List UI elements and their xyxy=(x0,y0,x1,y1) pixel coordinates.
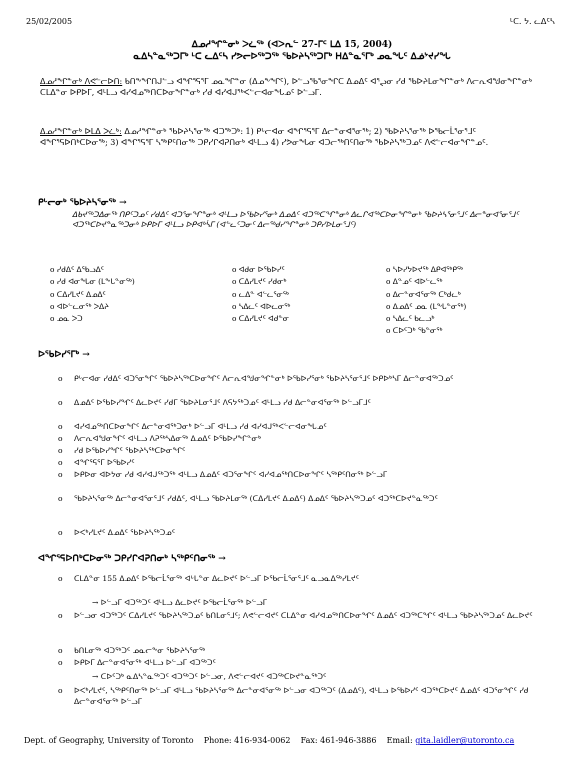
bullet-item: o ᖃᐅᔨᓴᕐᓂᖅ ᐃᓕᓐᓂᐊᕐᓂᕐᒧᑦ ᓯᑯᐃᑦ, ᐊᒻᒪᓗ ᖃᐅᔨᒪᓂᖅ (ᑕᐃᓯᒪᔪᑦ ᐃᓄᐃᑦ) ᐃᓄᐃᑦ ᖃᐅᔨᓴᖅᑐᓄᑦ ᐊᑐᖅᑕᐅᔪᓐᓇᖅᑐᑦ xyxy=(58,494,438,503)
bullet-item: o ᐅᐸᒃᓯᒪᔪᑦ ᐃᓄᐃᑦ ᖃᐅᔨᓴᖅᑐᓄᑦ xyxy=(58,528,176,537)
bullet-item: o ᑕᒪᐃᓐᓂ 155 ᐃᓄᐃᑦ ᐅᖃᓕᒫᕐᓂᖅ ᐊᒡᒐᓐᓂ ᐃᓚᐅᔪᑦ ᐅᓪᓗᒥ ᐅᖃᓕᒫᕐᓂᕐᒧᑦ ᓇᓗᓇᐃᖅᓯᒪᔪᑦ xyxy=(58,574,359,583)
section-heading-2: ᐅᖃᐅᓯᕐᒥᒃ → xyxy=(38,350,90,360)
bullet-item: o ᑲᑎᒪᓂᖅ ᐊᑐᖅᑐᑦ ᓄᓇᓕᖕᓂ ᖃᐅᔨᓴᕐᓂᖅ xyxy=(58,646,206,655)
footer-dept: Dept. of Geography, University of Toronto xyxy=(24,736,194,745)
term-column-2 xyxy=(232,264,290,325)
footer xyxy=(24,736,514,745)
email-link[interactable]: gita.laidler@utoronto.ca xyxy=(415,736,515,745)
paragraph-components-label: ᐃᓄᓱᖏᓐᓂᒃ ᐅᒪᐃ ᐳᓛᒃ: xyxy=(40,127,122,136)
bullet-item: o ᑭᒡᓕᐊᓂ ᓯᑯᐃᑦ ᐊᑐᕐᓂᖏᑦ ᖃᐅᔨᓴᖅᑕᐅᓂᖏᑦ ᐱᓕᕆᐊᖑᓂᖏᓐᓂᒃ ᐅᖃᐅᓯᕐᓂᒃ ᖃᐅᔨᓴᕐᓂᕐᒧᑦ ᐅᑭᐅᒃᓴᒥ ᐃᓕᓐᓂᐊᖅᑐᓄᑦ xyxy=(58,374,454,383)
bullet-item: o ᐅᑭᐅᓂ ᐊᐅᔭᓂ ᓯᑯ ᐊᓯᐊᒍᖅᑐᖅ ᐊᒻᒪᓗ ᐃᓄᐃᑦ ᐊᑐᕐᓂᖏᑦ ᐊᓯᐊᓄᖅᑎᑕᐅᓂᖏᑦ ᓴᖅᑭᑦᑎᓂᖅ ᐅᓪᓗᒥ xyxy=(58,470,388,479)
doc-title-line1: ᐃᓄᓱᖏᓐᓂᒃ ᐳᓛᖅ (ᐊᐳᕆᓪ 27-ᒥᑦ ᒪᐃ 15, 2004) xyxy=(191,40,393,50)
paragraph-goal-text: ᑲᑎᖕᖏᑎᒍᓪᓗ ᐊᖏᕐᕋᕐᒥ ᓄᓇᖏᓐᓂ (ᐃᓄᖕᖏᑦ), ᐅᓪᓗᖃᕐᓂᖏᑕ ᐃᓄᐃᑦ ᐊᕐᖢᓂ ᓯᑯ ᖃᐅᔨᒪᓂᖏᓐᓂᒃ ᐱᓕᕆᐊᖑᓂᖏᓐᓂᒃ ᑕᒪᐃᓐᓂ ᐅᑭᐅᒥ, ᐊᒻᒪᓗ ᐊᓯᐊᓄᖅᑎᑕᐅᓂᖏᓐᓂᒃ ᓯᑯ ᐊᓯᐊᒍᖅᐸᓪᓕᐊᓂᖓᓄᑦ ᐅᓪᓗᒥ. xyxy=(40,77,533,97)
footer-phone: Phone: 416-934-0062 xyxy=(203,736,291,745)
bullet-item: o ᐃᓄᐃᑦ ᐅᖃᐅᓯᖏᑦ ᐃᓚᐅᔪᑦ ᓯᑯᒥ ᖃᐅᔨᒪᓂᕐᒧᑦ ᐱᕋᔭᖅᑐᓄᑦ ᐊᒻᒪᓗ ᓯᑯ ᐃᓕᓐᓂᐊᕐᓂᖅ ᐅᓪᓗᒥᒧᑦ xyxy=(58,398,371,407)
term-item: o ᓴᐅᓯᔭᐅᔪᖅ ᐃᑭᐊᖅᑭᖅ xyxy=(386,265,464,274)
term-item: o ᓚᐃᓐ ᐊᓪᓚᕐᓂᖅ xyxy=(232,289,289,299)
bullet-item: o ᐅᑭᐅᒥ ᐃᓕᓐᓂᐊᕐᓂᖅ ᐊᒻᒪᓗ ᐅᓪᓗᒥ ᐊᑐᖅᑐᑦ xyxy=(58,658,216,667)
bullet-item: o ᓯᑯ ᐅᖃᐅᓯᖏᑦ ᖃᐅᔨᓴᖅᑕᐅᓂᖏᑦ xyxy=(58,446,186,455)
footer-email-label: Email: xyxy=(386,736,413,745)
sub-arrow-item: → ᐅᓪᓗᒥ ᐊᑐᖅᑐᑦ ᐊᒻᒪᓗ ᐃᓚᐅᔪᑦ ᐅᖃᓕᒫᕐᓂᖅ ᐅᓪᓗᒥ xyxy=(92,598,267,607)
bullet-item: o ᐱᓕᕆᐊᖑᓂᖏᑦ ᐊᒻᒪᓗ ᐱᕈᖅᓴᐃᓂᖅ ᐃᓄᐃᑦ ᐅᖃᐅᓯᖏᓐᓂᒃ xyxy=(58,434,262,443)
footer-fax: Fax: 461-946-3886 xyxy=(300,736,377,745)
term-item: o ᑕᐃᓯᒪᔪᑦ ᐃᓄᐃᑦ xyxy=(50,289,106,299)
term-item: o ᑕᐃᓯᒪᔪᑦ ᐊᑯᓐᓂ xyxy=(232,314,290,324)
term-item: o ᑕᐅᑦᑐᒃ ᖃᓐᓂᖅ xyxy=(386,326,443,336)
header-date: 25/02/2005 xyxy=(26,17,73,26)
term-item: o ᓴᐃᓚᑦ ᐊᐅᓚᓂᖅ xyxy=(232,301,291,311)
bullet-item: o ᐅᐸᒃᓯᒪᔪᑦ, ᓴᖅᑭᑦᑎᓂᖅ ᐅᓪᓗᒥ ᐊᒻᒪᓗ ᖃᐅᔨᓴᕐᓂᖅ ᐃᓕᓐᓂᐊᕐᓂᖅ ᐅᓪᓗᓂ ᐊᑐᖅᑐᑦ (ᐃᓄᐃᑦ), ᐊᒻᒪᓗ ᐅᖃᐅᓯᑦ ᐊᑐᖅᑕᐅᔪᑦ ᐃᓄᐃᑦ ᐊᑐᕐᓂᖏᑦ ᓯᑯ ᐃᓕᓐᓂᐊᕐᓂᖅ ᐅᓪᓗᒥ xyxy=(58,686,529,706)
paragraph-components xyxy=(40,126,545,148)
bullet-item: o ᐊᖏᕐᕋᕐᒥ ᐅᖃᐅᓯᑦ xyxy=(58,458,135,467)
term-item: o ᓯᑯ ᐊᓂᖓᓂ (ᒪᖕᒐᓐᓂᖅ) xyxy=(50,277,135,287)
term-item: o ᐃᓐᓄᑦ ᐊᐅᓪᓚᖅ xyxy=(386,277,443,287)
term-column-3 xyxy=(386,264,466,338)
term-item: o ᓴᐃᓚᑦ ᑲᓚᓗᒃ xyxy=(386,314,435,324)
section1-intro: ᐃᑲᔪᖅᑐᐃᓂᖅ ᑎᑭᑦᑐᓄᑦ ᓯᑯᐃᑦ ᐊᑐᕐᓂᖏᓐᓂᒃ ᐊᒻᒪᓗ ᐅᖃᐅᓯᕐᓂᒃ ᐃᓄᐃᑦ ᐊᑐᖅᑕᖏᓐᓂᒃ ᐃᓚᒋᐊᖅᑕᐅᓂᖏᓐᓂᒃ ᖃᐅᔨᓴᕐᓂᕐᒧᑦ ᐃᓕᓐᓂᐊᕐᓂᕐᒧᑦ ᐊᑐᖅᑕᐅᔪᓐᓇᖅᑐᓂᒃ ᐅᑭᐅᒥ ᐊᒻᒪᓗ ᐅᑭᐊᒃᓵᒥ (ᐊᓪᓚᑦᑐᓂᑦ ᐃᓕᖅᑯᓯᖏᓐᓂᒃ ᑐᑭᓯᐅᒪᓂᕐᒧᑦ) xyxy=(72,210,519,229)
section-heading-1: ᑭᒡᓕᓂᒃ ᖃᐅᔨᓴᕐᓂᖅ → xyxy=(38,198,127,208)
term-item: o ᐃᓕᓐᓂᐊᕐᓂᖅ ᑕᒃᑯᓚᒃ xyxy=(386,289,461,299)
bullet-item: o ᐅᓪᓗᓂ ᐊᑐᖅᑐᑦ ᑕᐃᓯᒪᔪᑦ ᖃᐅᔨᓴᖅᑐᓄᑦ ᑲᑎᒪᓂᕐᒧᑦ; ᐱᕙᓪᓕᐊᔪᑦ ᑕᒪᐃᓐᓂ ᐊᓯᐊᓄᖅᑎᑕᐅᓂᖏᑦ ᐃᓄᐃᑦ ᐊᑐᖅᑕᖏᑦ ᐊᒻᒪᓗ ᖃᐅᔨᓴᖅᑐᓄᑦ ᐃᓚᐅᔪᑦ xyxy=(58,611,533,620)
sub-arrow-item: → ᑕᐅᑦᑐᒃ ᓇᐃᓴᓐᓇᖅᑐᑦ ᐊᑐᖅᑐᑦ ᐅᓪᓗᓂ, ᐱᕙᓪᓕᐊᔪᑦ ᐊᑐᖅᑕᐅᔪᓐᓇᖅᑐᑦ xyxy=(92,672,327,681)
paragraph-goal xyxy=(40,76,545,98)
term-item: o ᓯᑯᐃᑦ ᐃᖃᓗᐃᑦ xyxy=(50,265,104,274)
bullet-item: o ᐊᓯᐊᓄᖅᑎᑕᐅᓂᖏᑦ ᐃᓕᓐᓂᐊᖅᑐᓂᒃ ᐅᓪᓗᒥ ᐊᒻᒪᓗ ᓯᑯ ᐊᓯᐊᒍᖅᐸᓪᓕᐊᓂᖓᓄᑦ xyxy=(58,422,327,431)
term-item: o ᑕᐃᓯᒪᔪᑦ ᓯᑯᓂᒃ xyxy=(232,277,287,287)
section-heading-3: ᐊᖏᕐᕋᐅᑎᒃᑕᐅᓂᖅ ᑐᑭᓯᒋᐊᕈᑎᓂᒃ ᓴᖅᑭᑦᑎᓂᖅ → xyxy=(38,554,226,564)
term-item: o ᐊᑯᓂ ᐅᖃᐅᓯᑦ xyxy=(232,265,285,274)
term-item: o ᐊᐅᓪᓚᓂᖅ ᐳᐃᔨ xyxy=(50,301,109,311)
paragraph-components-text: ᐃᓄᓱᖏᓐᓂᒃ ᖃᐅᔨᓴᕐᓂᖅ ᐊᑐᖅᑐᒃ: 1) ᑭᒡᓕᐊᓂ ᐊᖏᕐᕋᕐᒥ ᐃᓕᓐᓂᐊᕐᓂᖅ; 2) ᖃᐅᔨᓴᕐᓂᖅ ᐅᖃᓕᒫᕐᓂᕐᒧᑦ ᐊᖏᕐᕋᐅᑎᒃᑕᐅᓂᖅ; 3) ᐊᖏᕐᕋᕐᒥ ᓴᖅᑭᑦᑎᓂᖅ ᑐᑭᓯᒋᐊᕈᑎᓂᒃ ᐊᒻᒪᓗ 4) ᓯᕗᓂᖓᓂ ᐊᑐᓕᖅᑎᑦᑎᓂᖅ ᖃᐅᔨᓴᖅᑐᓄᑦ ᐱᕙᓪᓕᐊᓂᖏᓐᓄᑦ. xyxy=(40,127,489,147)
term-column-1 xyxy=(50,264,135,325)
doc-title-line2: ᓇᐃᓴᓐᓇᖅᑐᒥᒃ ᒻᑕ ᓚᐃᑦᓴ ᓯᕗᓕᐅᖅᑐᖅ ᖃᐅᔨᓴᖅᑐᒥᒃ ᕼᐃᓐᓇᕐᒥᒃ ᓄᓇᖓᑦ ᐃᓅᔾᔪᓯᖓ xyxy=(133,52,451,62)
term-item: o ᓄᓇ ᐳᑐ xyxy=(50,314,83,324)
term-item: o ᐃᓄᐃᑦ ᓄᓇ (ᒪᖕᒐᓐᓂᖅ) xyxy=(386,301,467,311)
paragraph-goal-label: ᐃᓄᓱᖏᓐᓂᒃ ᐱᕙᓪᓕᐅᑎ: xyxy=(40,77,123,86)
header-author: ᒻᑕ. ᔭ. ᓚᐃᑦᓴ xyxy=(510,17,555,26)
